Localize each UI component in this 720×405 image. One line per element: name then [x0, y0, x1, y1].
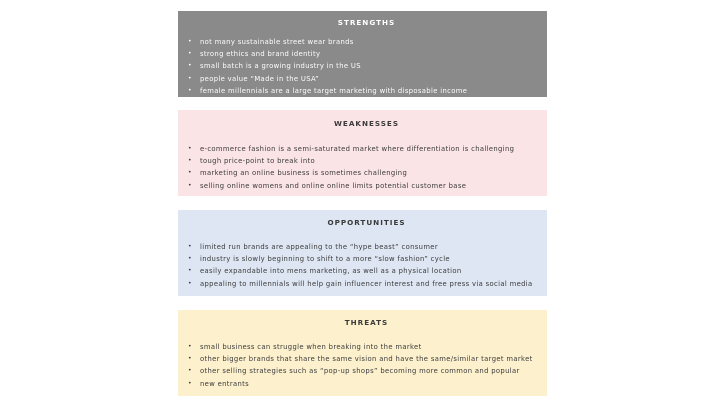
- bullet-icon: •: [188, 367, 192, 375]
- weaknesses-title: WEAKNESSES: [333, 119, 399, 128]
- opportunities-list: [186, 241, 547, 290]
- list-item: [186, 48, 547, 60]
- list-item: [186, 85, 547, 97]
- weaknesses-list: [186, 143, 547, 192]
- list-item-text: other bigger brands that share the same vision and have the same/similar target market: [200, 355, 533, 364]
- bullet-icon: •: [188, 74, 192, 82]
- list-item: [186, 353, 547, 365]
- list-item-text: e-commerce fashion is a semi-saturated market where differentiation is challenging: [200, 145, 515, 153]
- list-item: [186, 73, 547, 85]
- list-item: [186, 36, 547, 48]
- bullet-icon: •: [188, 50, 192, 58]
- list-item: [186, 341, 547, 353]
- list-item: [186, 180, 547, 192]
- list-item-text: female millennials are a large target marketing with disposable income: [200, 86, 468, 95]
- list-item: [186, 143, 547, 155]
- opportunities-panel: [178, 210, 547, 296]
- strengths-title: STRENGTHS: [337, 18, 396, 27]
- list-item-text: people value “Made in the USA”: [200, 74, 320, 83]
- list-item-text: new entrants: [200, 379, 250, 388]
- list-item-text: industry is slowly beginning to shift to a more “slow fashion” cycle: [200, 255, 450, 264]
- list-item-text: not many sustainable street wear brands: [200, 38, 354, 46]
- list-item: [186, 378, 547, 390]
- list-item-text: selling online womens and online online limits potential customer base: [200, 181, 467, 190]
- list-item-text: appealing to millennials will help gain influencer interest and free press via social media: [200, 279, 533, 288]
- opportunities-title: OPPORTUNITIES: [327, 218, 406, 227]
- threats-list: [186, 341, 547, 390]
- bullet-icon: •: [188, 181, 192, 189]
- bullet-icon: •: [188, 38, 192, 45]
- list-item: [186, 365, 547, 377]
- list-item: [186, 155, 547, 167]
- list-item: [186, 278, 547, 290]
- list-item-text: strong ethics and brand identity: [200, 50, 321, 59]
- list-item-text: small business can struggle when breaking into the market: [200, 343, 422, 351]
- strengths-panel: [178, 11, 547, 97]
- list-item-text: other selling strategies such as “pop-up shops” becoming more common and popular: [200, 367, 520, 376]
- list-item-text: small batch is a growing industry in the US: [200, 62, 361, 71]
- list-item: [186, 241, 547, 253]
- bullet-icon: •: [188, 62, 192, 70]
- list-item: [186, 265, 547, 277]
- threats-title: THREATS: [344, 318, 389, 327]
- bullet-icon: •: [188, 355, 192, 363]
- bullet-icon: •: [188, 255, 192, 263]
- bullet-icon: •: [188, 279, 192, 287]
- bullet-icon: •: [188, 343, 192, 350]
- list-item: [186, 167, 547, 179]
- strengths-list: [186, 36, 547, 97]
- list-item: [186, 253, 547, 265]
- threats-panel: [178, 310, 547, 396]
- list-item-text: easily expandable into mens marketing, as well as a physical location: [200, 267, 462, 276]
- bullet-icon: •: [188, 169, 192, 177]
- list-item-text: marketing an online business is sometimes challenging: [200, 169, 408, 178]
- bullet-icon: •: [188, 86, 192, 94]
- bullet-icon: •: [188, 145, 192, 152]
- list-item-text: tough price-point to break into: [200, 157, 316, 166]
- weaknesses-panel: [178, 110, 547, 196]
- list-item-text: limited run brands are appealing to the “hype beast” consumer: [200, 243, 438, 251]
- bullet-icon: •: [188, 379, 192, 387]
- list-item: [186, 60, 547, 72]
- bullet-icon: •: [188, 243, 192, 250]
- bullet-icon: •: [188, 267, 192, 275]
- bullet-icon: •: [188, 157, 192, 165]
